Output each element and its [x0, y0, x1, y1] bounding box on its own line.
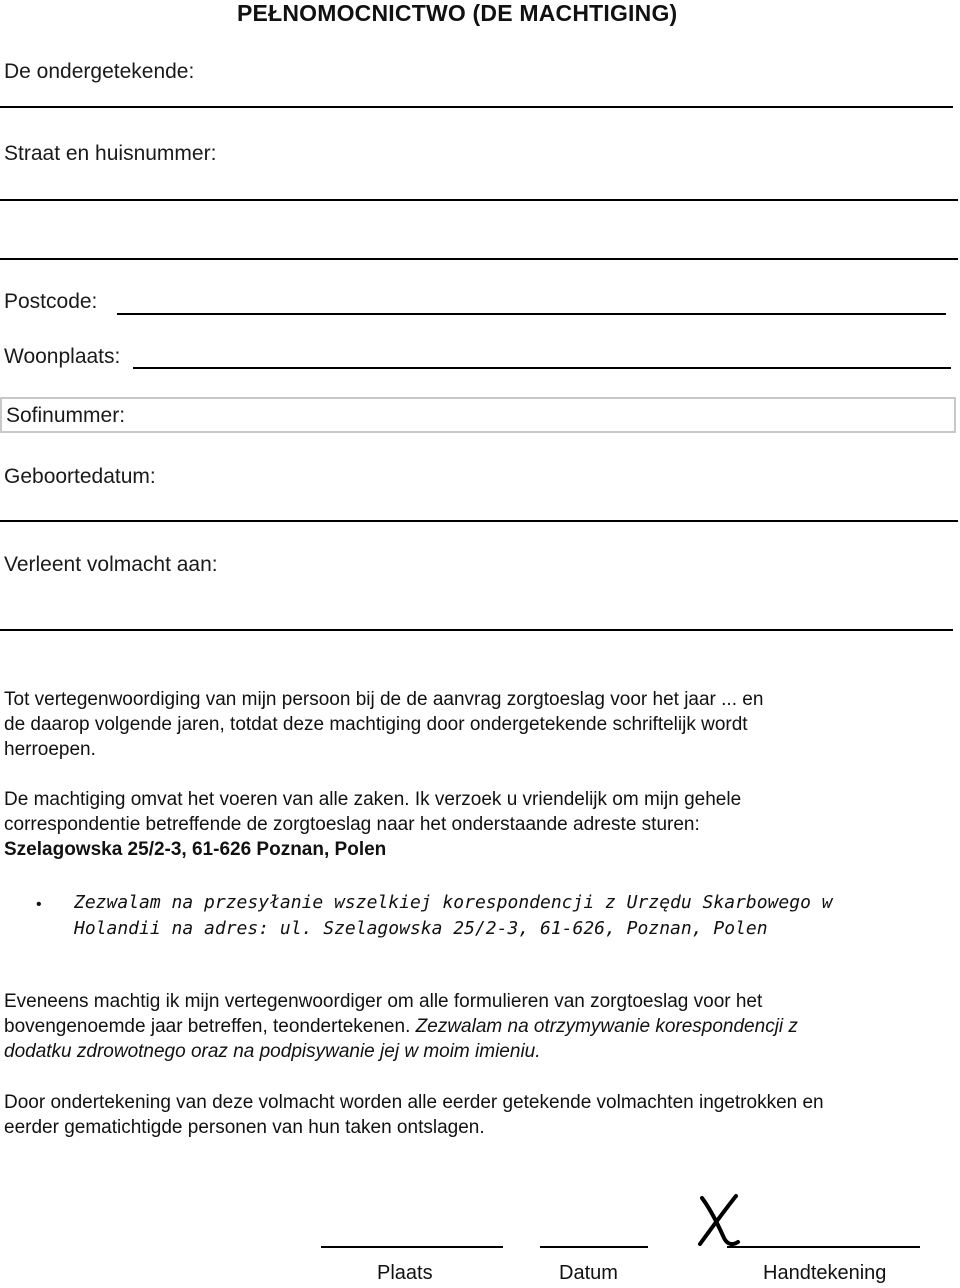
paragraph-line: De machtiging omvat het voeren van alle zaken. Ik verzoek u vriendelijk om mijn gehele — [4, 789, 742, 810]
paragraph-line: dodatku zdrowotnego oraz na podpisywanie jej w moim imieniu. — [4, 1041, 541, 1062]
granted-to-line[interactable] — [0, 629, 953, 631]
page-title: PEŁNOMOCNICTWO (DE MACHTIGING) — [237, 0, 678, 26]
polish-consent-bullet — [74, 890, 833, 942]
city-line[interactable] — [133, 367, 951, 369]
birthdate-line[interactable] — [0, 520, 958, 522]
postcode-line[interactable] — [117, 313, 946, 315]
postcode-label: Postcode: — [4, 290, 98, 313]
bullet-icon: • — [36, 896, 42, 913]
street-label: Straat en huisnummer: — [4, 142, 217, 165]
paragraph-line: Door ondertekening van deze volmacht worden alle eerder getekende volmachten ingetrokken en — [4, 1092, 824, 1113]
undersigned-line[interactable] — [0, 106, 953, 108]
date-line[interactable] — [540, 1246, 648, 1248]
paragraph-revocation — [4, 1090, 824, 1140]
street-line-1[interactable] — [0, 199, 958, 201]
paragraph-forms — [4, 989, 798, 1064]
paragraph-line: correspondentie betreffende de zorgtoeslag naar het onderstaande adreste sturen: — [4, 814, 700, 835]
paragraph-line — [4, 1014, 798, 1039]
place-line[interactable] — [321, 1246, 503, 1248]
bullet-line: Holandii na adres: ul. Szelagowska 25/2-3, 61-626, Poznan, Polen — [74, 918, 768, 939]
place-label: Plaats — [377, 1262, 433, 1284]
signature-x-mark — [694, 1192, 742, 1253]
date-label: Datum — [559, 1262, 618, 1284]
paragraph-line: eerder gematichtigde personen van hun taken ontslagen. — [4, 1117, 485, 1138]
paragraph-line: Tot vertegenwoordiging van mijn persoon bij de de aanvrag zorgtoeslag voor het jaar ... en — [4, 689, 764, 710]
text-italic: Zezwalam na otrzymywanie korespondencji z — [415, 1016, 798, 1037]
street-line-2[interactable] — [0, 258, 958, 260]
birthdate-label: Geboortedatum: — [4, 465, 156, 488]
paragraph-line: herroepen. — [4, 739, 96, 760]
signature-line[interactable] — [727, 1246, 920, 1248]
undersigned-label: De ondergetekende: — [4, 60, 195, 83]
paragraph-representation — [4, 687, 763, 762]
sofi-label: Sofinummer: — [6, 404, 126, 427]
handsign-label: Handtekening — [763, 1262, 887, 1284]
sofi-field[interactable] — [0, 397, 956, 433]
paragraph-line: de daarop volgende jaren, totdat deze machtiging door ondergetekende schriftelijk wordt — [4, 714, 748, 735]
bullet-line: Zezwalam na przesyłanie wszelkiej korespondencji z Urzędu Skarbowego w — [74, 892, 833, 913]
granted-to-label: Verleent volmacht aan: — [4, 553, 218, 576]
paragraph-line: Eveneens machtig ik mijn vertegenwoordiger om alle formulieren van zorgtoeslag voor het — [4, 991, 763, 1012]
paragraph-scope — [4, 787, 741, 862]
correspondence-address: Szelagowska 25/2-3, 61-626 Poznan, Polen — [4, 839, 387, 860]
text-regular: bovengenoemde jaar betreffen, teondertekenen. — [4, 1016, 416, 1037]
city-label: Woonplaats: — [4, 345, 121, 368]
